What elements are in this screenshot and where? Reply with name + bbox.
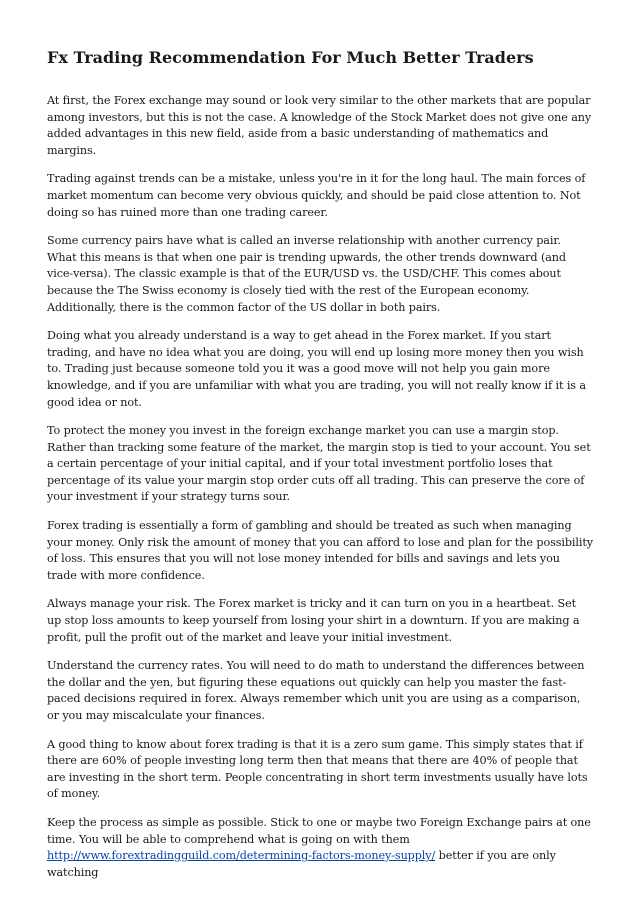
paragraph-9: A good thing to know about forex trading is that it is a zero sum game. This simply states that if there are 60% of people investing long term then that means that there are 40% of people that are investing in the short term. People concentrating in short term investments usually have lots of money.: [47, 737, 588, 801]
paragraph-10-text-after: better if you are only watching: [47, 849, 556, 879]
paragraph-1: At first, the Forex exchange may sound or look very similar to the other markets that are popular among investors, but this is not the case. A knowledge of the Stock Market does not give one any added advantages in this new field, aside from a basic understanding of mathematics and margins.: [47, 94, 592, 157]
paragraph-2: Trading against trends can be a mistake, unless you're in it for the long haul. The main forces of market momentum can become very obvious quickly, and should be paid close attention to. Not doing so has ruined more than one trading career.: [47, 172, 586, 219]
paragraph-10-text-before: Keep the process as simple as possible. Stick to one or maybe two Foreign Exchange pairs at one time. You will be able to comprehend what is going on with them: [47, 815, 591, 846]
paragraph-8: Understand the currency rates. You will need to do math to understand the differences between the dollar and the yen, but figuring these equations out quickly can help you master the fast-paced decisions required in forex. Always remember which unit you are using as a comparison, or you may miscalculate your finances.: [47, 659, 585, 722]
paragraph-3: Some currency pairs have what is called an inverse relationship with another currency pair. What this means is that when one pair is trending upwards, the other trends downward (and vice-versa). The classic example is that of the EUR/USD vs. the USD/CHF. This comes about because the The Swiss economy is closely tied with the rest of the European economy. Additionally, there is the common factor of the US dollar in both pairs.: [47, 234, 566, 314]
paragraph-6: Forex trading is essentially a form of gambling and should be treated as such when managing your money. Only risk the amount of money that you can afford to lose and plan for the possibility of loss. This ensures that you will not lose money intended for bills and savings and lets you trade with more confidence.: [47, 519, 593, 582]
paragraph-7: Always manage your risk. The Forex market is tricky and it can turn on you in a heartbeat. Set up stop loss amounts to keep yourself from losing your shirt in a downturn. If you are making a profit, pull the profit out of the market and leave your initial investment.: [47, 597, 580, 644]
money-supply-link[interactable]: http://www.forextradingguild.com/determining-factors-money-supply/: [47, 849, 436, 863]
paragraph-4: Doing what you already understand is a way to get ahead in the Forex market. If you start trading, and have no idea what you are doing, you will end up losing more money then you wish to. Trading just because someone told you it was a good move will not help you gain more knowledge, and if you are unfamiliar with what you are trading, you will not really know if it is a good idea or not.: [47, 329, 586, 409]
document-page: [47, 48, 593, 893]
document-title: Fx Trading Recommendation For Much Better Traders: [47, 48, 534, 67]
paragraph-5: To protect the money you invest in the foreign exchange market you can use a margin stop. Rather than tracking some feature of the market, the margin stop is tied to your account. You set a certain percentage of your initial capital, and if your total investment portfolio loses that percentage of its value your margin stop order cuts off all trading. This can preserve the core of your investment if your strategy turns sour.: [47, 424, 591, 504]
paragraph-10: [47, 815, 593, 881]
